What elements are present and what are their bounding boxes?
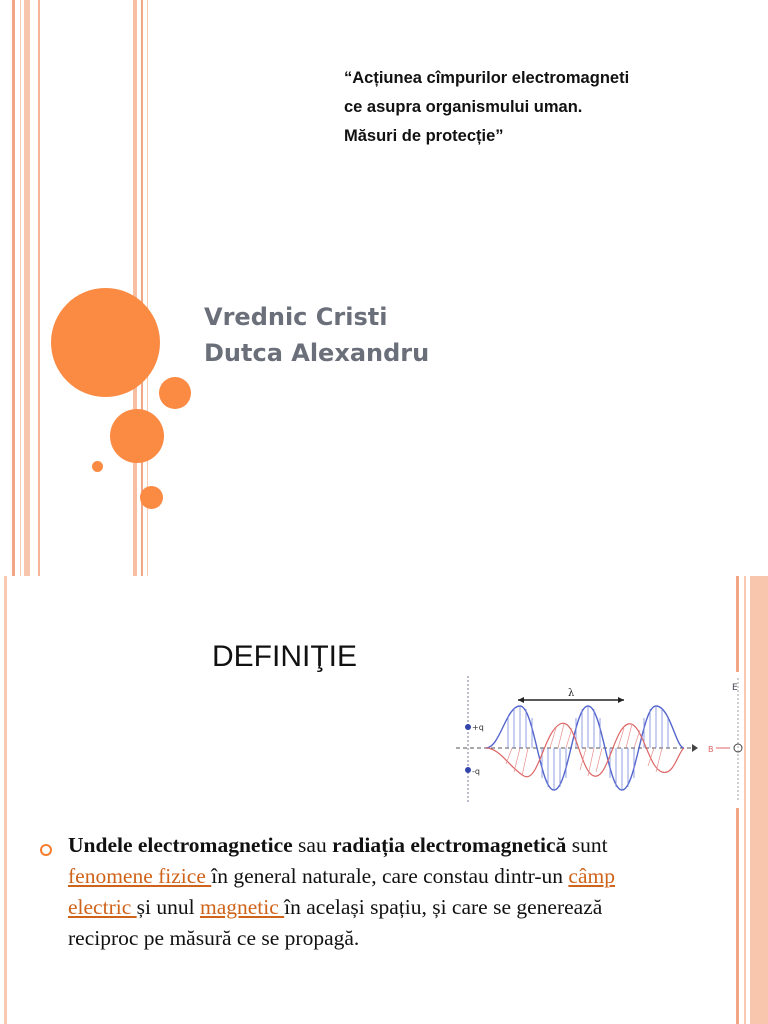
decorative-stripe xyxy=(4,576,7,1024)
link-camp-electric[interactable]: câmp electric xyxy=(68,864,615,919)
text-run: în același spațiu, și care se generează reciproc pe măsură ce se propagă. xyxy=(68,895,603,950)
wavelength-label: λ xyxy=(568,688,575,699)
term-bold: radiația electromagnetică xyxy=(332,833,567,857)
author-name: Vrednic Cristi xyxy=(204,303,388,331)
link-fenomene-fizice[interactable]: fenomene fizice xyxy=(68,864,212,888)
decorative-stripe xyxy=(12,0,15,576)
title-line: Măsuri de protecție” xyxy=(344,127,504,145)
decorative-stripe xyxy=(744,576,746,1024)
decorative-circle-large xyxy=(51,288,160,397)
presentation-title xyxy=(344,64,704,151)
title-line: “Acțiunea cîmpurilor electromagneti xyxy=(344,69,630,87)
definition-slide xyxy=(0,576,768,1024)
decorative-stripe xyxy=(133,0,137,576)
author-name: Dutca Alexandru xyxy=(204,339,430,367)
decorative-circle xyxy=(140,486,163,509)
decorative-circle-small xyxy=(92,461,103,472)
bullet-icon xyxy=(40,844,52,856)
b-field-label: B xyxy=(708,745,714,754)
decorative-circle xyxy=(110,409,164,463)
authors xyxy=(204,299,429,371)
text-run: în general naturale, care constau dintr-un xyxy=(211,864,569,888)
decorative-stripe xyxy=(24,0,30,576)
electromagnetic-wave-figure xyxy=(452,672,744,808)
decorative-stripe xyxy=(750,576,768,1024)
decorative-stripe xyxy=(38,0,40,576)
charge-label: +q xyxy=(472,723,484,732)
decorative-circle xyxy=(159,377,191,409)
title-line: ce asupra organismului uman. xyxy=(344,98,583,116)
charge-label: -q xyxy=(472,767,480,776)
text-run: sau xyxy=(292,833,333,857)
decorative-stripe xyxy=(20,0,21,576)
term-bold: Undele electromagnetice xyxy=(68,833,293,857)
slide-heading: DEFINIŢIE xyxy=(212,640,358,673)
e-field-label: E xyxy=(732,683,738,693)
link-magnetic[interactable]: magnetic xyxy=(199,895,285,919)
text-run: și unul xyxy=(136,895,200,919)
definition-paragraph xyxy=(68,830,628,954)
text-run: sunt xyxy=(566,833,608,857)
